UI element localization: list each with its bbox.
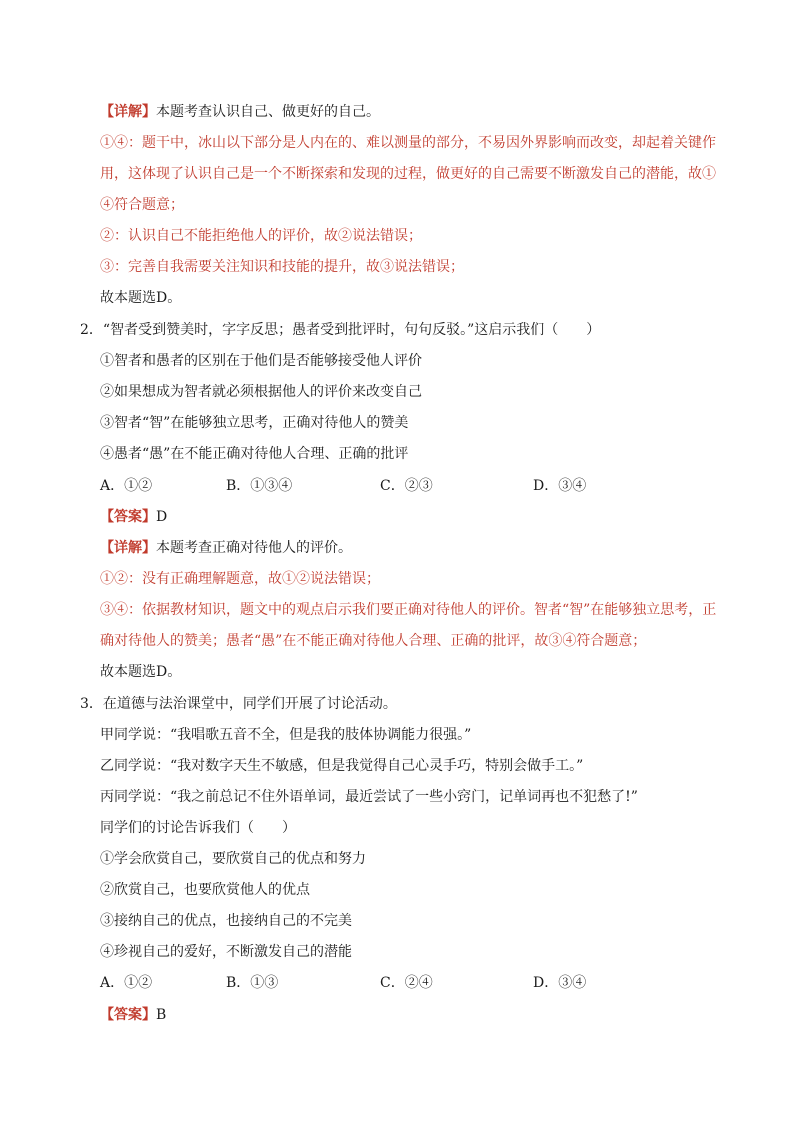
q1-detail-text: 本题考查认识自己、做更好的自己。 xyxy=(156,104,380,120)
q3-answer-tag: 【答案】 xyxy=(100,1007,156,1023)
q2-detail-tag: 【详解】 xyxy=(100,540,156,556)
q2-answer: D xyxy=(156,509,168,525)
q3-dialog-line: 甲同学说：“我唱歌五音不全，但是我的肢体协调能力很强。” xyxy=(100,727,472,743)
q3-item: ①学会欣赏自己，要欣赏自己的优点和努力 xyxy=(100,851,366,867)
q2-option-a: A．①② xyxy=(100,478,153,494)
q2-analysis-line: 确对待他人的赞美；愚者“愚”在不能正确对待他人合理、正确的批评，故③④符合题意； xyxy=(100,633,647,649)
q2-item: ②如果想成为智者就必须根据他人的评价来改变自己 xyxy=(100,384,422,400)
q1-conclusion: 故本题选D。 xyxy=(100,290,182,306)
q2-detail-text: 本题考查正确对待他人的评价。 xyxy=(156,540,352,556)
q3-dialog-line: 乙同学说：“我对数字天生不敏感，但是我觉得自己心灵手巧，特别会做手工。” xyxy=(100,758,584,774)
q3-option-c: C．②④ xyxy=(380,975,433,991)
q1-detail-tag: 【详解】 xyxy=(100,104,156,120)
q3-item: ③接纳自己的优点，也接纳自己的不完美 xyxy=(100,913,352,929)
q1-analysis-line: ②：认识自己不能拒绝他人的评价，故②说法错误； xyxy=(100,228,422,244)
q2-option-d: D．③④ xyxy=(533,478,587,494)
q2-stem: 2．“智者受到赞美时，字字反思；愚者受到批评时，句句反驳。”这启示我们（ ） xyxy=(80,322,601,338)
q3-item: ④珍视自己的爱好，不断激发自己的潜能 xyxy=(100,944,352,960)
q1-detail-line xyxy=(100,102,380,122)
q3-answer: B xyxy=(156,1007,167,1023)
q3-dialog-line: 丙同学说：“我之前总记不住外语单词，最近尝试了一些小窍门，记单词再也不犯愁了!” xyxy=(100,789,638,805)
q2-answer-line xyxy=(100,507,167,527)
q1-analysis-line: 用，这体现了认识自己是一个不断探索和发现的过程，做更好的自己需要不断激发自己的潜能，故① xyxy=(100,166,716,182)
q3-answer-line xyxy=(100,1005,166,1025)
q2-item: ①智者和愚者的区别在于他们是否能够接受他人评价 xyxy=(100,353,422,369)
q2-analysis-line: ①②：没有正确理解题意，故①②说法错误； xyxy=(100,571,380,587)
q2-option-c: C．②③ xyxy=(380,478,433,494)
q1-analysis-line: ④符合题意； xyxy=(100,197,184,213)
q2-option-b: B．①③④ xyxy=(226,478,293,494)
q1-analysis-line: ①④：题干中，冰山以下部分是人内在的、难以测量的部分，不易因外界影响而改变，却起着关键作 xyxy=(100,135,716,151)
q2-conclusion: 故本题选D。 xyxy=(100,664,182,680)
q3-option-d: D．③④ xyxy=(533,975,587,991)
q3-item: ②欣赏自己，也要欣赏他人的优点 xyxy=(100,882,310,898)
q2-analysis-line: ③④：依据教材知识，题文中的观点启示我们要正确对待他人的评价。智者“智”在能够独立思考，正 xyxy=(100,602,717,618)
q2-detail-line xyxy=(100,538,352,558)
q1-analysis-line: ③：完善自我需要关注知识和技能的提升，故③说法错误； xyxy=(100,259,464,275)
q2-item: ④愚者“愚”在不能正确对待他人合理、正确的批评 xyxy=(100,446,409,462)
q2-item: ③智者“智”在能够独立思考，正确对待他人的赞美 xyxy=(100,415,409,431)
q3-option-b: B．①③ xyxy=(226,975,279,991)
q2-answer-tag: 【答案】 xyxy=(100,509,156,525)
q3-option-a: A．①② xyxy=(100,975,153,991)
q3-stem: 3．在道德与法治课堂中，同学们开展了讨论活动。 xyxy=(80,696,397,712)
q3-question: 同学们的讨论告诉我们（ ） xyxy=(100,820,296,836)
